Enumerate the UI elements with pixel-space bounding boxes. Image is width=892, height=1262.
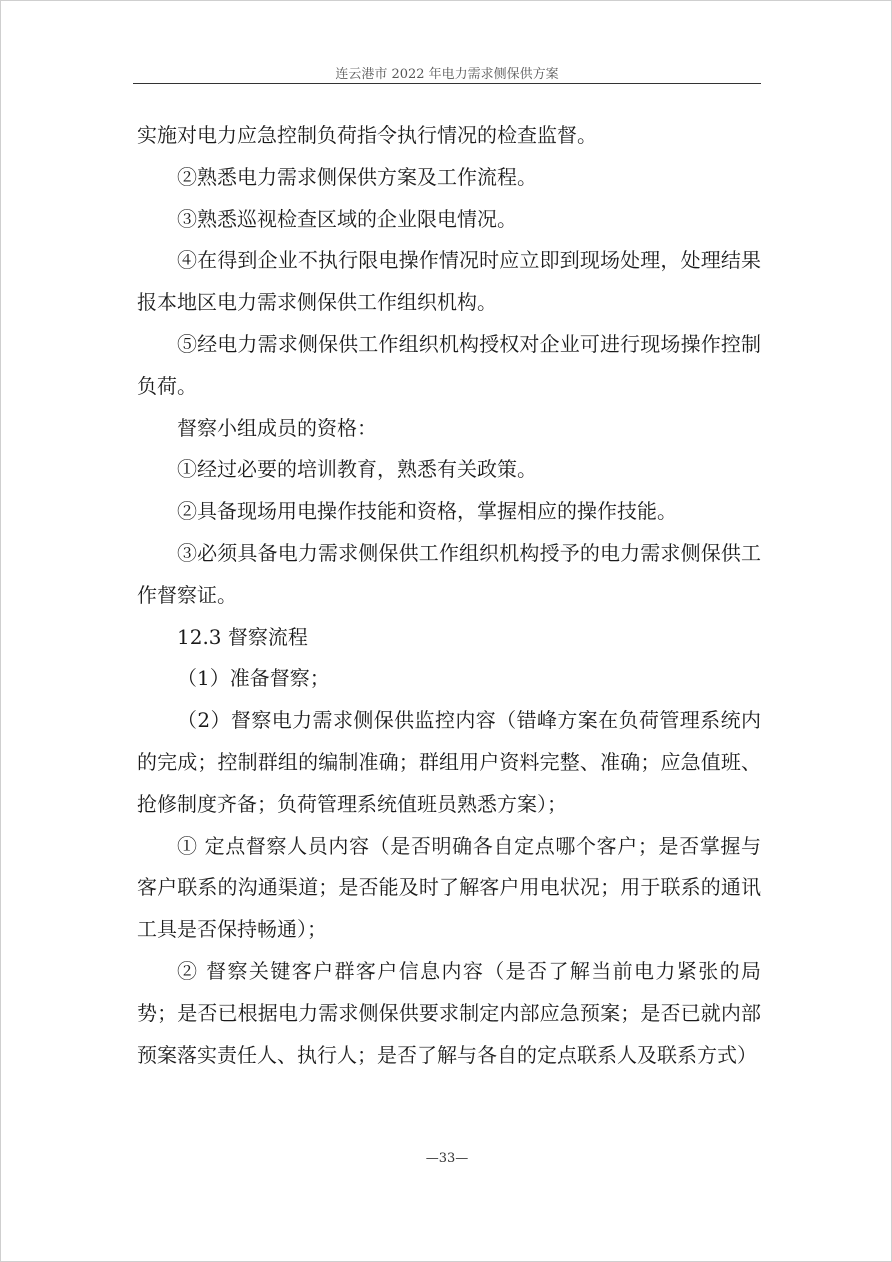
body-text bbox=[137, 115, 761, 1076]
section-heading: 12.3 督察流程 bbox=[177, 624, 308, 649]
page-number: —33— bbox=[425, 1151, 469, 1166]
paragraph: ⑤经电力需求侧保供工作组织机构授权对企业可进行现场操作控制负荷。 bbox=[137, 331, 761, 398]
paragraph: ③熟悉巡视检查区域的企业限电情况。 bbox=[177, 206, 517, 231]
paragraph: （2）督察电力需求侧保供监控内容（错峰方案在负荷管理系统内的完成；控制群组的编制准确；群组用户资料完整、准确；应急值班、抢修制度齐备；负荷管理系统值班员熟悉方案）； bbox=[137, 708, 761, 816]
paragraph: 督察小组成员的资格： bbox=[177, 415, 377, 440]
paragraph: 实施对电力应急控制负荷指令执行情况的检查监督。 bbox=[137, 123, 597, 147]
paragraph: ② 督察关键客户群客户信息内容（是否了解当前电力紧张的局势；是否已根据电力需求侧保供要求制定内部应急预案；是否已就内部预案落实责任人、执行人；是否了解与各自的定点联系人及联系方式） bbox=[137, 958, 761, 1067]
paragraph: ③必须具备电力需求侧保供工作组织机构授予的电力需求侧保供工作督察证。 bbox=[137, 540, 761, 607]
paragraph: ②熟悉电力需求侧保供方案及工作流程。 bbox=[177, 164, 537, 189]
paragraph: ②具备现场用电操作技能和资格，掌握相应的操作技能。 bbox=[177, 499, 677, 524]
header-rule bbox=[133, 83, 761, 84]
paragraph: ①经过必要的培训教育，熟悉有关政策。 bbox=[177, 457, 537, 482]
running-header: 连云港市 2022 年电力需求侧保供方案 bbox=[335, 67, 559, 82]
paragraph: （1）准备督察； bbox=[177, 666, 330, 691]
paragraph: ① 定点督察人员内容（是否明确各自定点哪个客户；是否掌握与客户联系的沟通渠道；是否能及时了解客户用电状况；用于联系的通讯工具是否保持畅通）； bbox=[137, 833, 761, 942]
paragraph: ④在得到企业不执行限电操作情况时应立即到现场处理，处理结果报本地区电力需求侧保供工作组织机构。 bbox=[137, 248, 761, 315]
